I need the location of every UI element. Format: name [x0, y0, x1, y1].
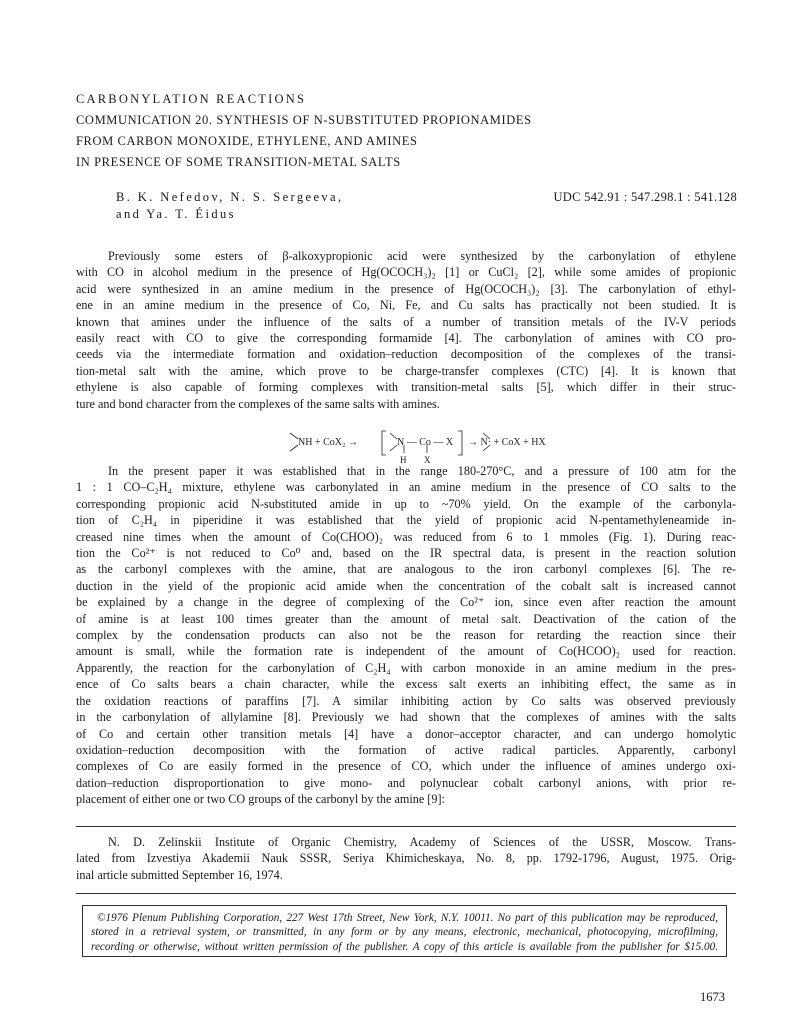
text-line: ture and bond character from the complexes of the same salts with amines. — [76, 396, 440, 411]
title-line: COMMUNICATION 20. SYNTHESIS OF N-SUBSTITUTED PROPIONAMIDES — [76, 113, 532, 127]
article-title — [76, 89, 736, 173]
title-line: IN PRESENCE OF SOME TRANSITION-METAL SALTS — [76, 155, 401, 169]
text-line: of Co and certain other transition metals [4] have a donor–acceptor character, and can undergo homolytic — [76, 726, 736, 741]
text-line: complexes of Co are easily formed in the presence of CO, which under the influence of amines undergo oxi- — [76, 759, 736, 774]
udc-code: UDC 542.91 : 547.298.1 : 541.128 — [553, 190, 737, 204]
text-line: with CO in alcohol medium in the presence of Hg(OCOCH₃)₂ [1] or CuCl₂ [2], while some amides of propionic — [76, 265, 736, 280]
text-line: tion-metal salt with the amine, which prove to be charge-transfer complexes (CTC) [4]. It is known that — [76, 363, 736, 378]
text-line: ene in an amine medium in the presence of Co, Ni, Fe, and Cu salts has practically not been studied. It is — [76, 298, 736, 313]
text-line: of amine is at least 100 times greater than the amount of metal salt. Deactivation of the cation of the — [76, 611, 736, 626]
copyright-notice — [82, 905, 727, 957]
text-line: tion of C₂H₄ in piperidine it was established that the yield of propionic acid N-pentamethyleneamide in- — [76, 513, 736, 528]
text-line: ence of Co salts bears a chain character, while the excess salt exerts an inhibiting effect, the same as in — [76, 677, 736, 692]
copyright-divider — [76, 893, 736, 894]
text-line: acid were synthesized in an amine medium in the presence of Hg(OCOCH₃)₂ [3]. The carbonylation of ethyl- — [76, 281, 736, 296]
reaction-scheme — [280, 427, 560, 467]
paragraph-intro — [76, 248, 736, 412]
text-line: easily react with CO to give the corresponding formamide [4]. The carbonylation of amines with CO pro- — [76, 331, 736, 346]
text-line: duction in the yield of the propionic acid amide when the concentration of the cobalt salt is increased cannot — [76, 578, 736, 593]
text-line: 1 : 1 CO–C₂H₄ mixture, ethylene was carbonylated in an amine medium in the presence of CO salts to the — [76, 480, 736, 495]
text-line: creased nine times when the amount of Co(CHOO)₂ was reduced from 6 to 1 mmoles (Fig. 1). During reac- — [76, 529, 736, 544]
footnote-line: lated from Izvestiya Akademii Nauk SSSR, Seriya Khimicheskaya, No. 8, pp. 1792-1796, August, 1975. Orig- — [76, 851, 736, 866]
page-number: 1673 — [700, 990, 725, 1004]
text-line: complex by the condensation products can also not be the reason for retarding the reaction since their — [76, 628, 736, 643]
text-line: ceeds via the intermediate formation and oxidation–reduction decomposition of the complexes of the transi- — [76, 347, 736, 362]
text-line: in the carbonylation of allylamine [8]. Previously we had shown that the complexes of amines with the salts — [76, 710, 736, 725]
text-line: ethylene is also capable of forming complexes with transition-metal salts [5], which differ in their struc- — [76, 380, 736, 395]
text-line: placement of either one or two CO groups of the carbonyl by the amine [9]: — [76, 792, 445, 807]
text-line: In the present paper it was established that in the range 180-270°C, and a pressure of 100 atm for the — [108, 464, 736, 478]
text-line: oxidation–reduction decomposition with the formation of active radical particles. Apparently, carbonyl — [76, 742, 736, 757]
copyright-line: ©1976 Plenum Publishing Corporation, 227 West 17th Street, New York, N.Y. 10011. No part of this publication may be reproduced, — [97, 912, 718, 924]
authors-line-2: and Ya. T. Éidus — [116, 207, 236, 221]
text-line: be explained by a change in the degree of complexing of the Co²⁺ ion, since even after reaction the amount — [76, 595, 736, 610]
authors — [116, 189, 344, 223]
text-line: known that amines under the influence of the salts of a number of transition metals of the IV-V periods — [76, 314, 736, 329]
scheme-complex-h: H — [400, 455, 407, 465]
scheme-complex-x: X — [424, 455, 431, 465]
footnote-line: inal article submitted September 16, 1974. — [76, 867, 283, 882]
paragraph-results — [76, 463, 736, 808]
authors-line-1: B. K. Nefedov, N. S. Sergeeva, — [116, 190, 344, 204]
text-line: as the carbonyl complexes with the amine, that are analogous to the iron carbonyl complexes [6]. The re- — [76, 562, 736, 577]
scheme-reactants: NH + CoX₂ → — [298, 437, 358, 448]
text-line: dation–reduction disproportionation to give mono- and polynuclear cobalt carbonyl anions, with prior re- — [76, 775, 736, 790]
text-line: Apparently, the reaction for the carbonylation of C₂H₄ with carbon monoxide in an amine medium in the pres- — [76, 660, 736, 675]
text-line: Previously some esters of β-alkoxypropionic acid were synthesized by the carbonylation of ethylene — [108, 249, 736, 263]
text-line: amount is small, while the formation rate is independent of the amount of Co(HCOO)₂ used for reaction. — [76, 644, 736, 659]
copyright-line: recording or otherwise, without written permission of the publisher. A copy of this article is available from the publisher for $15.00. — [91, 940, 718, 953]
text-line: tion the Co²⁺ is not reduced to Co⁰ and, based on the IR spectral data, is present in the reaction solution — [76, 546, 736, 561]
scheme-complex: N — Co — X — [397, 437, 454, 448]
copyright-line: stored in a retrieval system, or transmitted, in any form or by any means, electronic, mechanical, photocopying, microfilming, — [91, 926, 718, 939]
text-line: corresponding propionic acid N-substituted amide in up to ~70% yield. On the example of the carbonyla- — [76, 496, 736, 511]
title-line: FROM CARBON MONOXIDE, ETHYLENE, AND AMINES — [76, 134, 418, 148]
affiliation-footnote — [76, 834, 736, 883]
footnote-line: N. D. Zelinskii Institute of Organic Chemistry, Academy of Sciences of the USSR, Moscow. Trans- — [108, 835, 736, 849]
footnote-divider — [76, 826, 736, 827]
title-line: CARBONYLATION REACTIONS — [76, 92, 307, 106]
text-line: the oxidation reactions of paraffins [7]. A similar inhibiting action by Co salts was observed previously — [76, 693, 736, 708]
scheme-products: → N· + CoX + HX — [468, 437, 546, 448]
